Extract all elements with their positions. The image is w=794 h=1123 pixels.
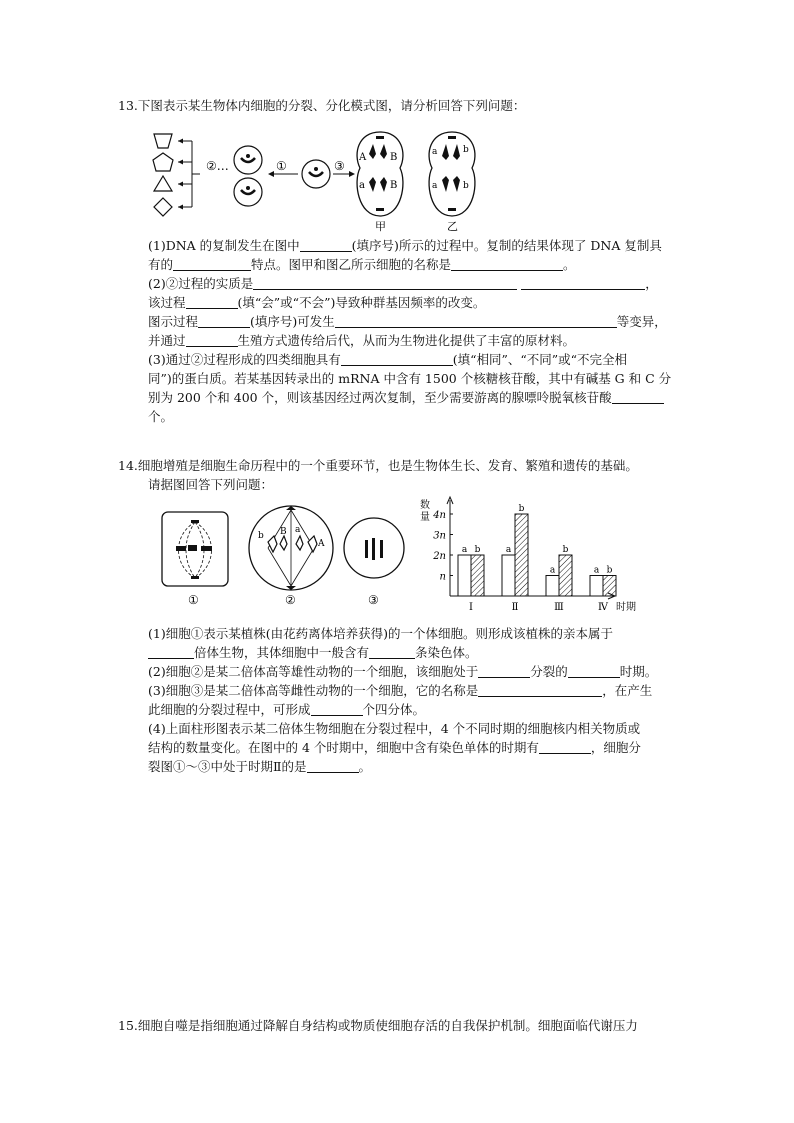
daughter-cell-bottom <box>234 178 262 206</box>
answer-blank[interactable] <box>148 645 194 659</box>
q14-s2a: (2)细胞②是某二倍体高等雄性动物的一个细胞，该细胞处于 <box>148 664 479 679</box>
q13-s1d: 特点。图甲和图乙所示细胞的名称是 <box>251 257 452 272</box>
q14-stem-1: 14.细胞增殖是细胞生命历程中的一个重要环节，也是生物体生长、发育、繁殖和遗传的基础。 <box>118 458 638 473</box>
q14-s1c: 条染色体。 <box>415 645 478 660</box>
diamond-cell <box>154 198 172 216</box>
q14-s3b: ，在产生 <box>602 683 653 698</box>
chart-bar-b <box>603 576 616 597</box>
q13-s1e: 。 <box>563 257 576 272</box>
question-14 <box>118 456 698 494</box>
chart-ytick-label: 3n <box>433 530 446 542</box>
label-jia: 甲 <box>375 220 386 232</box>
answer-blank[interactable] <box>335 314 617 328</box>
chart-bar-label: a <box>549 565 556 576</box>
answer-blank[interactable] <box>307 759 359 773</box>
allele-B: B <box>390 152 398 163</box>
triangle-cell <box>154 176 172 191</box>
q13-s2f: (填序号)可发生 <box>250 314 335 329</box>
chart-x-axis-label: 时期 <box>616 602 636 613</box>
q13-s1a: (1)DNA 的复制发生在图中 <box>148 238 300 253</box>
q13-s2c: 该过程 <box>148 295 186 310</box>
q14-s1a: (1)细胞①表示某植株(由花药离体培养获得)的一个体细胞。则形成该植株的亲本属于 <box>148 626 613 641</box>
q14-bar-chart <box>412 494 652 618</box>
q13-s2a: (2)②过程的实质是 <box>148 276 254 291</box>
answer-blank[interactable] <box>341 352 453 366</box>
chart-bar-b <box>559 555 572 596</box>
allele-b-yi-2: b <box>463 181 469 191</box>
allele-a: a <box>359 180 365 191</box>
cell-jia <box>357 132 403 216</box>
question-14-subquestions <box>118 624 698 776</box>
q13-s2e: 图示过程 <box>148 314 199 329</box>
chart-xtick-label: Ⅲ <box>554 602 564 613</box>
answer-blank[interactable] <box>568 664 620 678</box>
chart-ytick-label: 4n <box>433 510 446 521</box>
q14-cell-figures <box>158 500 408 610</box>
q14-s2c: 时期。 <box>619 664 658 679</box>
label-yi: 乙 <box>447 220 458 232</box>
chart-bar-a <box>590 576 603 597</box>
answer-blank[interactable] <box>612 390 664 404</box>
label-cell-1: ① <box>188 593 199 607</box>
chart-bar-b <box>471 555 484 596</box>
chart-bar-label: a <box>505 545 512 555</box>
allele-a-yi-2: a <box>432 181 438 191</box>
chart-bar-label: b <box>562 545 569 555</box>
q14-s1b: 倍体生物，其体细胞中一般含有 <box>194 645 370 660</box>
answer-blank[interactable] <box>478 664 530 678</box>
chart-bar-label: a <box>461 545 468 555</box>
gene-b: b <box>258 531 264 541</box>
chart-bar-label: b <box>518 504 525 514</box>
q13-s2b: ， <box>645 276 658 291</box>
answer-blank[interactable] <box>478 683 602 697</box>
answer-blank[interactable] <box>253 276 517 290</box>
chart-bar-a <box>458 555 471 596</box>
answer-blank[interactable] <box>186 295 238 309</box>
allele-b-yi-1: b <box>463 145 469 155</box>
chart-ylabel-char: 数 <box>420 500 430 511</box>
label-cell-2: ② <box>285 593 296 607</box>
label-cell-3: ③ <box>368 593 379 607</box>
chart-ytick-label: n <box>439 571 446 583</box>
answer-blank[interactable] <box>198 314 250 328</box>
answer-blank[interactable] <box>186 333 238 347</box>
q13-s1c: 有的 <box>148 257 174 272</box>
question-13-subquestions <box>118 236 698 426</box>
q14-s4b: 结构的数量变化。在图中的 4 个时期中，细胞中含有染色单体的时期有 <box>148 740 539 755</box>
chart-bar-b <box>515 514 528 596</box>
question-13 <box>118 96 698 115</box>
chart-ylabel-char: 量 <box>420 512 430 523</box>
question-15 <box>118 1016 698 1035</box>
chart-bar-label: a <box>593 565 600 576</box>
q13-s2g: 等变异， <box>616 314 667 329</box>
answer-blank[interactable] <box>173 257 251 271</box>
q13-s2i: 生殖方式遗传给后代，从而为生物进化提供了丰富的原材料。 <box>237 333 576 348</box>
q13-s1b: (填序号)所示的过程中。复制的结果体现了 DNA 复制具 <box>351 238 662 253</box>
answer-blank[interactable] <box>311 702 363 716</box>
q14-s4d: 裂图①～③中处于时期Ⅱ的是 <box>148 759 307 774</box>
answer-blank[interactable] <box>521 276 645 290</box>
q14-s3c: 此细胞的分裂过程中，可形成 <box>148 702 311 717</box>
q14-s2b: 分裂的 <box>530 664 568 679</box>
q14-s4a: (4)上面柱形图表示某二倍体生物细胞在分裂过程中，4 个不同时期的细胞核内相关物质或 <box>148 721 641 736</box>
label-step-2: ②… <box>206 159 229 173</box>
answer-blank[interactable] <box>369 645 415 659</box>
allele-A: A <box>359 152 367 163</box>
chart-xtick-label: Ⅰ <box>469 602 473 613</box>
q13-s3e: 个。 <box>148 409 174 424</box>
chart-ytick-label: 2n <box>433 551 446 562</box>
q14-stem-2: 请据图回答下列问题： <box>148 477 274 492</box>
chart-xtick-label: Ⅳ <box>598 602 608 613</box>
q13-s3d: 别为 200 个和 400 个，则该基因经过两次复制，至少需要游离的腺嘌呤脱氧核苷酸 <box>148 390 612 405</box>
q14-s3a: (3)细胞③是某二倍体高等雌性动物的一个细胞，它的名称是 <box>148 683 479 698</box>
chart-y-axis-label <box>420 498 430 523</box>
q13-stem: 13.下图表示某生物体内细胞的分裂、分化模式图，请分析回答下列问题： <box>118 98 526 113</box>
label-step-3: ③ <box>334 159 345 173</box>
chart-bar-a <box>546 576 559 597</box>
q13-s2d: (填“会”或“不会”)导致种群基因频率的改变。 <box>237 295 486 310</box>
daughter-cell-top <box>234 146 262 174</box>
allele-B-2: B <box>390 180 398 191</box>
pentagon-cell <box>153 153 173 171</box>
gene-A: A <box>318 539 325 549</box>
answer-blank[interactable] <box>451 257 563 271</box>
trapezoid-cell <box>154 134 172 148</box>
chart-bar-a <box>502 555 515 596</box>
q13-s3b: (填“相同”、“不同”或“不完全相 <box>452 352 628 367</box>
allele-a-yi-1: a <box>432 147 438 157</box>
q14-s4c: ，细胞分 <box>590 740 641 755</box>
answer-blank[interactable] <box>539 740 591 754</box>
q13-s3a: (3)通过②过程形成的四类细胞具有 <box>148 352 341 367</box>
q13-s2h: 并通过 <box>148 333 186 348</box>
q15-stem: 15.细胞自噬是指细胞通过降解自身结构或物质使细胞存活的自我保护机制。细胞面临代谢压力 <box>118 1018 638 1033</box>
center-cell <box>302 160 330 188</box>
q14-s3d: 个四分体。 <box>362 702 426 717</box>
chart-bar-label: b <box>474 545 481 555</box>
q14-s4e: 。 <box>358 759 372 774</box>
q13-figure <box>148 124 508 232</box>
gene-a: a <box>295 525 301 535</box>
q13-s3c: 同”)的蛋白质。若某基因转录出的 mRNA 中含有 1500 个核糖核苷酸，其中有碱基 G 和 C 分 <box>148 371 672 386</box>
label-step-1: ① <box>276 159 287 173</box>
chart-xtick-label: Ⅱ <box>511 602 519 613</box>
answer-blank[interactable] <box>300 238 352 252</box>
gene-B: B <box>280 527 287 537</box>
chart-bar-label: b <box>606 565 613 576</box>
